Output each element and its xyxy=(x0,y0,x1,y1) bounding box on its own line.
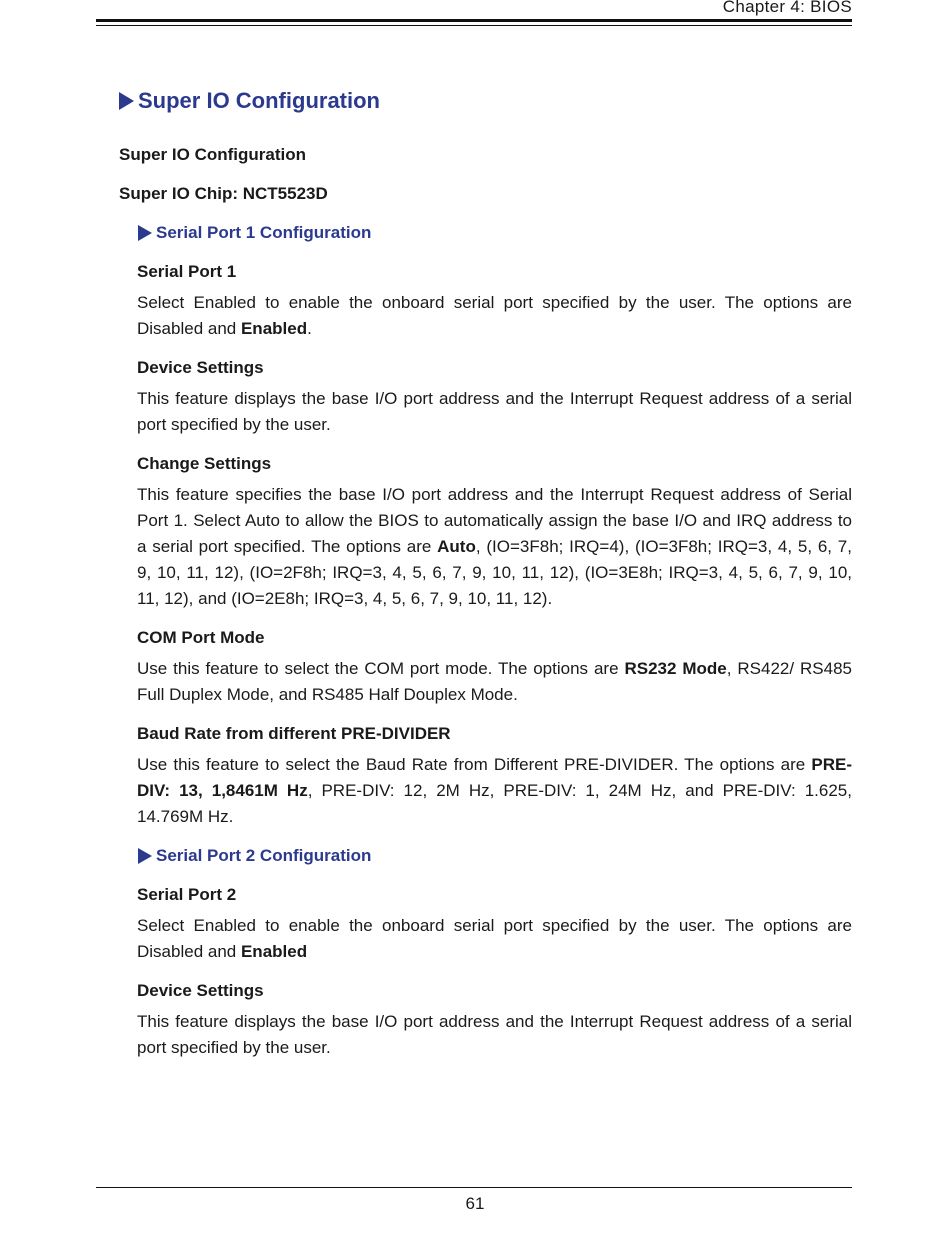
item-description: Use this feature to select the Baud Rate from Different PRE-DIVIDER. The options are PRE-DIV: 13, 1,8461M Hz, PRE-DIV: 12, 2M Hz, PRE-DIV: 1, 24M Hz, and PRE-DIV: 1.625, 14.769M Hz. xyxy=(137,755,852,826)
header-rule-thick xyxy=(96,19,852,22)
item-heading: Change Settings xyxy=(137,454,272,473)
item-description: This feature displays the base I/O port address and the Interrupt Request address of a serial port specified by the user. xyxy=(137,1012,852,1057)
serial-port-1-config-title xyxy=(138,223,371,243)
chapter-label: Chapter 4: BIOS xyxy=(722,0,852,16)
chip-line: Super IO Chip: NCT5523D xyxy=(119,184,328,203)
item-heading: Serial Port 2 xyxy=(137,885,237,904)
item-heading: Serial Port 1 xyxy=(137,262,237,281)
item-heading: COM Port Mode xyxy=(137,628,265,647)
intro-heading: Super IO Configuration xyxy=(119,145,306,164)
footer-rule xyxy=(96,1187,852,1188)
item-heading: Device Settings xyxy=(137,981,264,1000)
item-description: This feature specifies the base I/O port address and the Interrupt Request address of Serial Port 1. Select Auto to allow the BIOS to automatically assign the base I/O and IRQ address to a serial port specified. The options are Auto, (IO=3F8h; IRQ=4), (IO=3F8h; IRQ=3, 4, 5, 6, 7, 9, 10, 11, 12), (IO=2F8h; IRQ=3, 4, 5, 6, 7, 9, 10, 11, 12), (IO=3E8h; IRQ=3, 4, 5, 6, 7, 9, 10, 11, 12), and (IO=2E8h; IRQ=3, 4, 5, 6, 7, 9, 10, 11, 12). xyxy=(137,485,852,608)
serial-port-1-config-title-text: Serial Port 1 Configuration xyxy=(156,223,372,242)
section-title xyxy=(119,88,380,114)
serial-port-2-config-title-text: Serial Port 2 Configuration xyxy=(156,846,372,865)
item-description: Use this feature to select the COM port mode. The options are RS232 Mode, RS422/ RS485 Full Duplex Mode, and RS485 Half Douplex Mode. xyxy=(137,659,852,704)
item-description: This feature displays the base I/O port address and the Interrupt Request address of a serial port specified by the user. xyxy=(137,389,852,434)
triangle-bullet-icon xyxy=(138,225,152,241)
item-heading: Baud Rate from different PRE-DIVIDER xyxy=(137,724,451,743)
item-description: Select Enabled to enable the onboard serial port specified by the user. The options are Disabled and Enabled. xyxy=(137,293,852,338)
serial-port-2-config-title xyxy=(138,846,371,866)
item-description: Select Enabled to enable the onboard serial port specified by the user. The options are Disabled and Enabled xyxy=(137,916,852,961)
header-rule-thin xyxy=(96,25,852,26)
triangle-bullet-icon xyxy=(119,92,134,110)
item-heading: Device Settings xyxy=(137,358,264,377)
triangle-bullet-icon xyxy=(138,848,152,864)
section-title-text: Super IO Configuration xyxy=(138,88,380,113)
page-number: 61 xyxy=(465,1194,485,1213)
